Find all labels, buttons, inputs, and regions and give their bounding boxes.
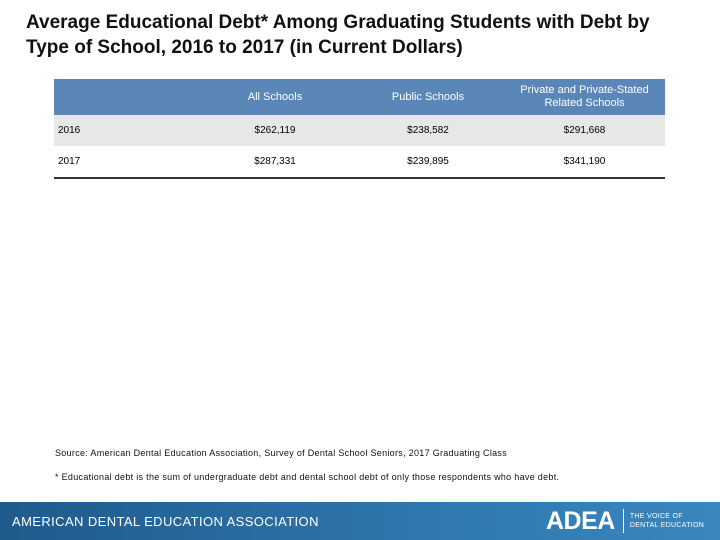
cell-all-schools: $287,331: [198, 146, 352, 178]
table-header-row: [54, 79, 665, 115]
cell-public-schools: $239,895: [352, 146, 504, 178]
slide-title-line-2: Type of School, 2016 to 2017 (in Current Dollars): [26, 37, 463, 58]
cell-private-schools: $341,190: [504, 146, 665, 178]
row-year-label: 2016: [54, 115, 198, 146]
adea-logo: [546, 508, 704, 534]
slide-title-line-1: Average Educational Debt* Among Graduating Students with Debt by: [26, 12, 650, 33]
cell-all-schools: $262,119: [198, 115, 352, 146]
table-row: [54, 115, 665, 146]
cell-private-schools: $291,668: [504, 115, 665, 146]
header-corner-cell: [54, 79, 198, 115]
header-private-schools: Private and Private-Stated Related Schools: [504, 79, 665, 115]
slide-title: [26, 10, 706, 60]
footnote: * Educational debt is the sum of undergraduate debt and dental school debt of only those respondents who have debt.: [55, 472, 560, 482]
footer-org-name: AMERICAN DENTAL EDUCATION ASSOCIATION: [12, 514, 319, 529]
header-all-schools: All Schools: [198, 79, 352, 115]
logo-tagline-line-1: THE VOICE OF: [629, 513, 683, 520]
logo-tagline-line-2: DENTAL EDUCATION: [629, 522, 705, 529]
footer-bar: [0, 502, 720, 540]
table-row: [54, 146, 665, 178]
logo-tagline: [630, 512, 704, 530]
row-year-label: 2017: [54, 146, 198, 178]
logo-mark: ADEA: [546, 507, 615, 535]
logo-divider: [623, 509, 624, 533]
cell-public-schools: $238,582: [352, 115, 504, 146]
header-public-schools: Public Schools: [352, 79, 504, 115]
debt-table: [54, 79, 665, 179]
source-note: Source: American Dental Education Association, Survey of Dental School Seniors, 2017 Graduating Class: [55, 448, 508, 458]
